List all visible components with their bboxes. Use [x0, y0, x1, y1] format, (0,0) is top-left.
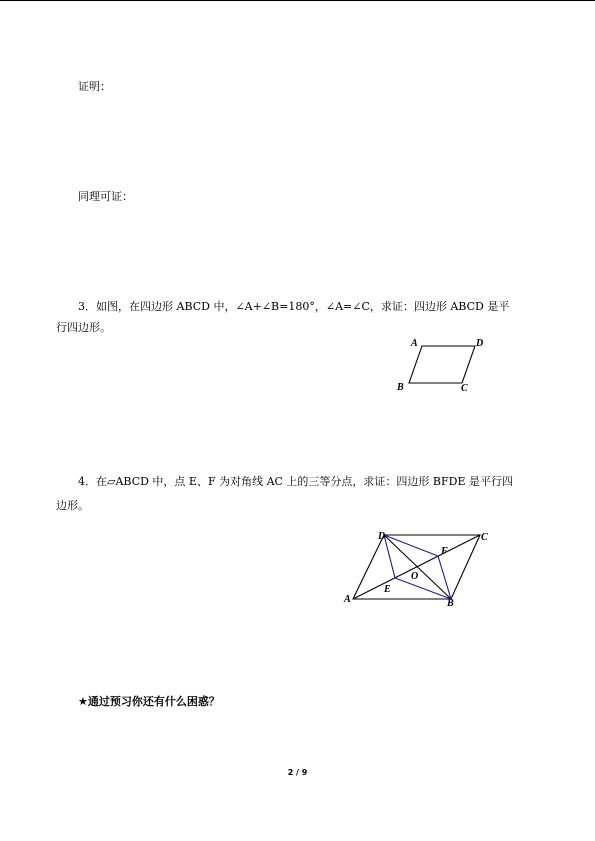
figure-3-parallelogram: [392, 336, 492, 396]
parallelogram-abcd: [409, 346, 475, 383]
page-number: 2 / 9: [287, 768, 308, 777]
question-4-line-1: 4．在▱ABCD 中，点 E、F 为对角线 AC 上的三等分点，求证：四边形 BFDE 是平行四: [78, 475, 513, 488]
top-rule: [0, 0, 595, 1]
label-a: A: [411, 338, 418, 349]
reflection-prompt: ★通过预习你还有什么困惑？: [78, 695, 220, 708]
diagonal-ac: [353, 535, 480, 599]
label-o: O: [411, 571, 419, 582]
label-d: D: [378, 531, 386, 542]
label-f: F: [441, 546, 448, 557]
label-b: B: [397, 382, 404, 393]
label-a: A: [344, 594, 351, 605]
question-3-line-2: 行四边形。: [56, 321, 111, 334]
question-4-line-2: 边形。: [56, 499, 89, 512]
label-c: C: [481, 532, 488, 543]
label-d: D: [476, 338, 484, 349]
question-3-line-1: 3．如图，在四边形 ABCD 中，∠A+∠B=180°，∠A=∠C，求证：四边形 ABCD 是平: [78, 300, 510, 313]
similar-proof-label: 同理可证：: [78, 190, 133, 203]
figure-4-parallelogram: [344, 526, 494, 616]
label-e: E: [384, 584, 391, 595]
label-c: C: [461, 383, 468, 394]
label-b: B: [447, 598, 454, 609]
proof-label: 证明：: [78, 80, 111, 93]
